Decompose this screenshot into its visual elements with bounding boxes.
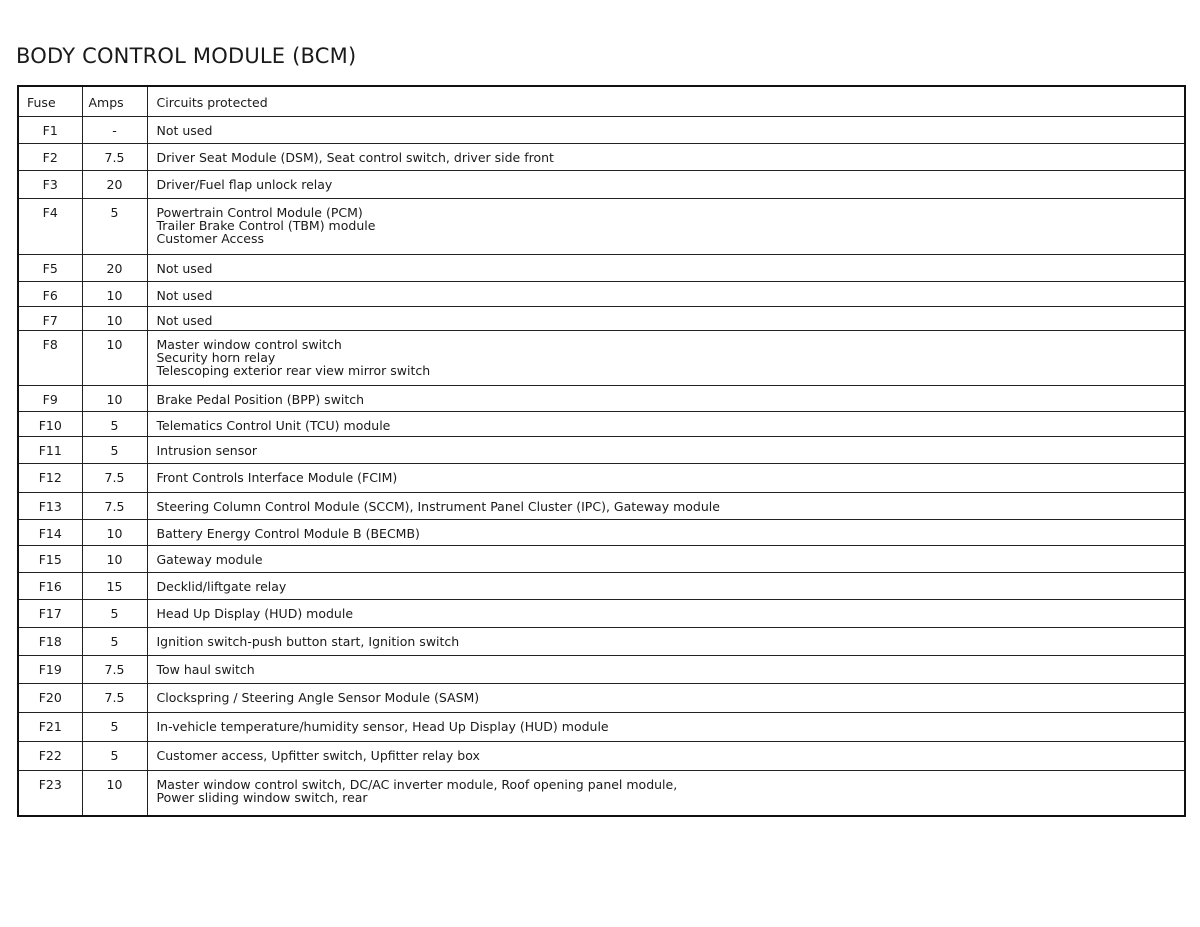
table-row: [18, 198, 1185, 254]
fuse-cell: F14: [18, 519, 82, 545]
circuits-cell: [147, 281, 1185, 306]
amps-cell: 20: [82, 170, 147, 198]
fuse-cell: F7: [18, 306, 82, 330]
amps-cell: 10: [82, 385, 147, 411]
circuit-line: Head Up Display (HUD) module: [156, 605, 354, 621]
fuse-cell: F18: [18, 627, 82, 655]
circuits-cell: [147, 198, 1185, 254]
table-row: [18, 254, 1185, 281]
circuits-cell: [147, 519, 1185, 545]
circuits-cell: [147, 741, 1185, 770]
amps-cell: 10: [82, 306, 147, 330]
table-row: [18, 627, 1185, 655]
table-header-row: [18, 86, 1185, 116]
fuse-cell: F11: [18, 436, 82, 463]
circuit-line: Not used: [156, 122, 213, 138]
circuits-cell: [147, 385, 1185, 411]
amps-cell: 5: [82, 411, 147, 436]
header-circuits: Circuits protected: [147, 86, 1185, 116]
fuse-cell: F4: [18, 198, 82, 254]
header-amps: Amps: [82, 86, 147, 116]
table-row: [18, 519, 1185, 545]
fuse-cell: F2: [18, 143, 82, 170]
fuse-cell: F3: [18, 170, 82, 198]
circuit-line: Intrusion sensor: [156, 442, 258, 458]
fuse-cell: F20: [18, 683, 82, 712]
circuit-line: Master window control switch, DC/AC inverter module, Roof opening panel module,: [156, 776, 678, 792]
circuit-line: Brake Pedal Position (BPP) switch: [156, 391, 365, 407]
table-row: [18, 116, 1185, 143]
table-row: [18, 330, 1185, 385]
amps-cell: 7.5: [82, 143, 147, 170]
circuit-line: Driver/Fuel flap unlock relay: [156, 176, 333, 192]
table-row: [18, 770, 1185, 816]
circuits-cell: [147, 655, 1185, 683]
table-row: [18, 655, 1185, 683]
circuits-cell: [147, 712, 1185, 741]
table-row: [18, 411, 1185, 436]
amps-cell: 10: [82, 281, 147, 306]
table-row: [18, 712, 1185, 741]
circuit-line: Master window control switch: [156, 336, 342, 352]
fuse-cell: F5: [18, 254, 82, 281]
fuse-cell: F15: [18, 545, 82, 572]
fuse-rows: [18, 116, 1185, 816]
circuits-cell: [147, 463, 1185, 492]
fuse-cell: F17: [18, 599, 82, 627]
circuit-line: Not used: [156, 287, 213, 303]
table-row: [18, 599, 1185, 627]
circuits-cell: [147, 572, 1185, 599]
circuits-cell: [147, 545, 1185, 572]
fuse-cell: F13: [18, 492, 82, 519]
amps-cell: 20: [82, 254, 147, 281]
circuits-cell: [147, 492, 1185, 519]
circuits-cell: [147, 170, 1185, 198]
amps-cell: 10: [82, 519, 147, 545]
circuit-line: Security horn relay: [156, 349, 276, 365]
page-title: BODY CONTROL MODULE (BCM): [16, 44, 357, 68]
header-fuse: Fuse: [18, 86, 82, 116]
circuit-line: Power sliding window switch, rear: [156, 789, 368, 805]
table-row: [18, 143, 1185, 170]
fuse-cell: F9: [18, 385, 82, 411]
circuit-line: Not used: [156, 260, 213, 276]
circuit-line: Front Controls Interface Module (FCIM): [156, 469, 398, 485]
circuit-line: Steering Column Control Module (SCCM), Instrument Panel Cluster (IPC), Gateway module: [156, 498, 720, 514]
circuit-line: Powertrain Control Module (PCM): [156, 204, 363, 220]
circuit-line: Tow haul switch: [156, 661, 255, 677]
table-row: [18, 306, 1185, 330]
circuits-cell: [147, 411, 1185, 436]
amps-cell: 7.5: [82, 492, 147, 519]
circuits-cell: [147, 330, 1185, 385]
circuit-line: Trailer Brake Control (TBM) module: [156, 217, 376, 233]
amps-cell: 5: [82, 712, 147, 741]
circuit-line: In-vehicle temperature/humidity sensor, Head Up Display (HUD) module: [156, 718, 609, 734]
circuit-line: Telescoping exterior rear view mirror switch: [156, 362, 431, 378]
table-row: [18, 436, 1185, 463]
amps-cell: 7.5: [82, 655, 147, 683]
table-row: [18, 741, 1185, 770]
circuits-cell: [147, 254, 1185, 281]
circuit-line: Gateway module: [156, 551, 263, 567]
amps-cell: 7.5: [82, 683, 147, 712]
circuit-line: Driver Seat Module (DSM), Seat control switch, driver side front: [156, 149, 554, 165]
amps-cell: -: [82, 116, 147, 143]
circuit-line: Battery Energy Control Module B (BECMB): [156, 525, 420, 541]
amps-cell: 5: [82, 436, 147, 463]
fuse-cell: F12: [18, 463, 82, 492]
circuit-line: Decklid/liftgate relay: [156, 578, 287, 594]
circuit-line: Telematics Control Unit (TCU) module: [156, 417, 391, 433]
fuse-cell: F22: [18, 741, 82, 770]
table-row: [18, 281, 1185, 306]
amps-cell: 10: [82, 770, 147, 816]
fuse-cell: F10: [18, 411, 82, 436]
circuit-line: Not used: [156, 312, 213, 328]
fuse-cell: F19: [18, 655, 82, 683]
fuse-cell: F21: [18, 712, 82, 741]
table-row: [18, 492, 1185, 519]
table-row: [18, 170, 1185, 198]
fuse-table: [17, 85, 1186, 817]
fuse-cell: F1: [18, 116, 82, 143]
table-row: [18, 463, 1185, 492]
circuit-line: Ignition switch-push button start, Ignition switch: [156, 633, 460, 649]
circuits-cell: [147, 599, 1185, 627]
amps-cell: 5: [82, 599, 147, 627]
circuit-line: Customer Access: [156, 230, 264, 246]
circuits-cell: [147, 627, 1185, 655]
amps-cell: 5: [82, 627, 147, 655]
table-row: [18, 385, 1185, 411]
table-row: [18, 545, 1185, 572]
fuse-cell: F8: [18, 330, 82, 385]
amps-cell: 5: [82, 741, 147, 770]
table-row: [18, 683, 1185, 712]
circuits-cell: [147, 306, 1185, 330]
circuit-line: Customer access, Upfitter switch, Upfitter relay box: [156, 747, 480, 763]
circuits-cell: [147, 143, 1185, 170]
fuse-cell: F16: [18, 572, 82, 599]
circuits-cell: [147, 116, 1185, 143]
fuse-cell: F6: [18, 281, 82, 306]
table-row: [18, 572, 1185, 599]
amps-cell: 7.5: [82, 463, 147, 492]
fuse-cell: F23: [18, 770, 82, 816]
amps-cell: 10: [82, 330, 147, 385]
circuits-cell: [147, 683, 1185, 712]
circuits-cell: [147, 770, 1185, 816]
circuits-cell: [147, 436, 1185, 463]
circuit-line: Clockspring / Steering Angle Sensor Module (SASM): [156, 689, 480, 705]
amps-cell: 5: [82, 198, 147, 254]
amps-cell: 10: [82, 545, 147, 572]
amps-cell: 15: [82, 572, 147, 599]
